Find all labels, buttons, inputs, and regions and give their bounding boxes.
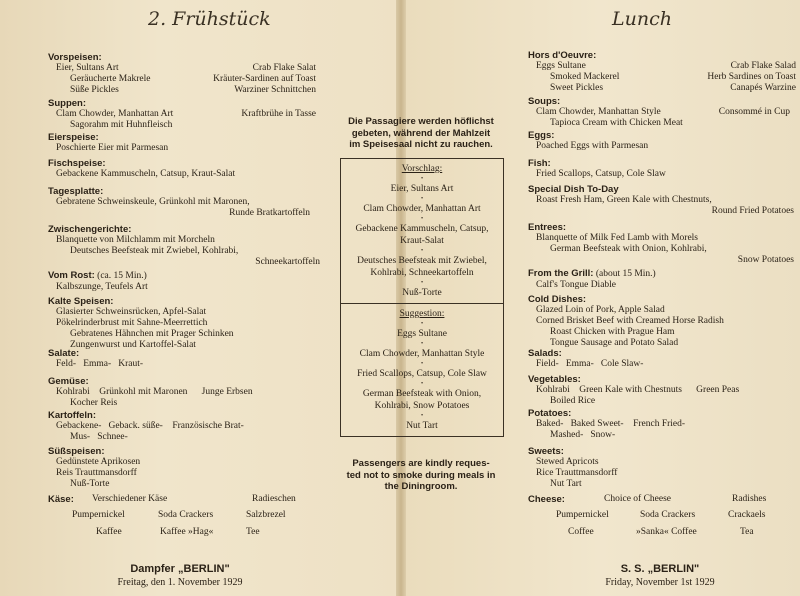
section-suessspeisen: Süßspeisen: Gedünstete Aprikosen Reis Trauttmansdorff Nuß-Torte <box>48 446 141 489</box>
kaese-item-3: Pumpernickel <box>72 510 125 520</box>
section-special-dish: Special Dish To-Day Roast Fresh Ham, Green Kale with Chestnuts, Round Fried Potatoes <box>528 184 794 216</box>
suggestion-box <box>340 158 504 437</box>
section-from-the-grill: From the Grill: (about 15 Min.) Calf's Tongue Diable <box>528 268 656 290</box>
section-vegetables: Vegetables: Kohlrabi Green Kale with Chestnuts Green Peas Boiled Rice <box>528 374 740 406</box>
section-kartoffeln: Kartoffeln: Gebackene- Geback. süße- Französische Brat- Mus- Schnee- <box>48 410 244 442</box>
suggestion-block: Suggestion: • Eggs Sultane • Clam Chowder, Manhattan Style • Fried Scallops, Catsup, Cole Slaw • German Beefsteak with Onion, Kohlrabi, Snow Potatoes • Nut Tart <box>357 309 487 431</box>
section-soups: Soups: Clam Chowder, Manhattan Style Consommé in Cup Tapioca Cream with Chicken Meat <box>528 96 790 128</box>
cheese-item-6: Coffee <box>568 527 594 537</box>
date-en: Friday, November 1st 1929 <box>605 577 715 588</box>
right-heading: Lunch <box>612 8 672 30</box>
kaese-item-1: Verschiedener Käse <box>92 494 168 504</box>
section-salads: Salads: Field- Emma- Cole Slaw- <box>528 348 644 369</box>
kaese-item-2: Radieschen <box>252 494 296 504</box>
section-fischspeise: Fischspeise: Gebackene Kammuscheln, Catsup, Kraut-Salat <box>48 158 236 179</box>
section-cheese: Cheese: <box>528 494 565 505</box>
ship-name-en: S. S. „BERLIN" <box>620 563 700 575</box>
cheese-item-8: Tea <box>740 527 754 537</box>
smoking-note-en: Passengers are kindly reques- ted not to smoke during meals in the Diningroom. <box>346 458 496 492</box>
section-vom-rost: Vom Rost: (ca. 15 Min.) Kalbszunge, Teufels Art <box>48 270 148 292</box>
kaese-item-7: Kaffee »Hag« <box>160 527 214 537</box>
kaese-item-4: Soda Crackers <box>158 510 214 520</box>
cheese-item-7: »Sanka« Coffee <box>636 527 697 537</box>
section-tagesplatte: Tagesplatte: Gebratene Schweinskeule, Grünkohl mit Maronen, Runde Bratkartoffeln <box>48 186 310 218</box>
section-sweets: Sweets: Stewed Apricots Rice Trauttmansdorff Nut Tart <box>528 446 618 489</box>
section-fish: Fish: Fried Scallops, Catsup, Cole Slaw <box>528 158 666 179</box>
section-vorspeisen: Vorspeisen: Eier, Sultans Art Crab Flake Salat Geräucherte Makrele Kräuter-Sardinen auf Toast Süße Pickles Warziner Schnittchen <box>48 52 316 95</box>
section-cold-dishes: Cold Dishes: Glazed Loin of Pork, Apple Salad Corned Brisket Beef with Creamed Horse Radish Roast Chicken with Prague Ham Tongue Sausage and Potato Salad <box>528 294 724 348</box>
section-suppen: Suppen: Clam Chowder, Manhattan Art Kraftbrühe in Tasse Sagorahm mit Huhnfleisch <box>48 98 316 130</box>
section-eggs: Eggs: Poached Eggs with Parmesan <box>528 130 649 151</box>
section-kalte-speisen: Kalte Speisen: Glasierter Schweinsrücken, Apfel-Salat Pökelrinderbrust mit Sahne-Meerrettich Gebratenes Hähnchen mit Prager Schinken Zungenwurst und Kartoffel-Salat <box>48 296 234 350</box>
vorschlag-block: Vorschlag: • Eier, Sultans Art • Clam Chowder, Manhattan Art • Gebackene Kammuscheln, Catsup, Kraut-Salat • Deutsches Beefsteak mit Zwiebel, Kohlrabi, Schneekartoffeln • Nuß-Torte <box>355 164 489 298</box>
section-salate: Salate: Feld- Emma- Kraut- <box>48 348 144 369</box>
cheese-item-4: Soda Crackers <box>640 510 696 520</box>
section-eierspeise: Eierspeise: Poschierte Eier mit Parmesan <box>48 132 169 153</box>
section-zwischengerichte: Zwischengerichte: Blanquette von Milchlamm mit Morcheln Deutsches Beefsteak mit Zwiebel, Kohlrabi, Schneekartoffeln <box>48 224 320 267</box>
cheese-item-3: Pumpernickel <box>556 510 609 520</box>
cheese-item-5: Crackaels <box>728 510 766 520</box>
section-gemuese: Gemüse: Kohlrabi Grünkohl mit Maronen Junge Erbsen Kocher Reis <box>48 376 253 408</box>
cheese-item-1: Choice of Cheese <box>604 494 672 504</box>
kaese-item-8: Tee <box>246 527 260 537</box>
cheese-item-2: Radishes <box>732 494 767 504</box>
right-footer <box>560 562 760 590</box>
kaese-item-6: Kaffee <box>96 527 122 537</box>
date-de: Freitag, den 1. November 1929 <box>117 577 243 588</box>
left-heading: 2. Frühstück <box>148 8 271 30</box>
left-footer <box>80 562 280 590</box>
section-kaese: Käse: <box>48 494 74 505</box>
section-hors-doeuvre: Hors d'Oeuvre: Eggs Sultane Crab Flake Salad Smoked Mackerel Herb Sardines on Toast Sweet Pickles Canapés Warzine <box>528 50 796 93</box>
kaese-item-5: Salzbrezel <box>246 510 286 520</box>
ship-name-de: Dampfer „BERLIN" <box>130 563 230 575</box>
section-entrees: Entrees: Blanquette of Milk Fed Lamb with Morels German Beefsteak with Onion, Kohlrabi, Snow Potatoes <box>528 222 794 265</box>
section-potatoes: Potatoes: Baked- Baked Sweet- French Fried- Mashed- Snow- <box>528 408 686 440</box>
smoking-note-de: Die Passagiere werden höflichst gebeten, während der Mahlzeit im Speisesaal nicht zu rauchen. <box>348 116 494 150</box>
